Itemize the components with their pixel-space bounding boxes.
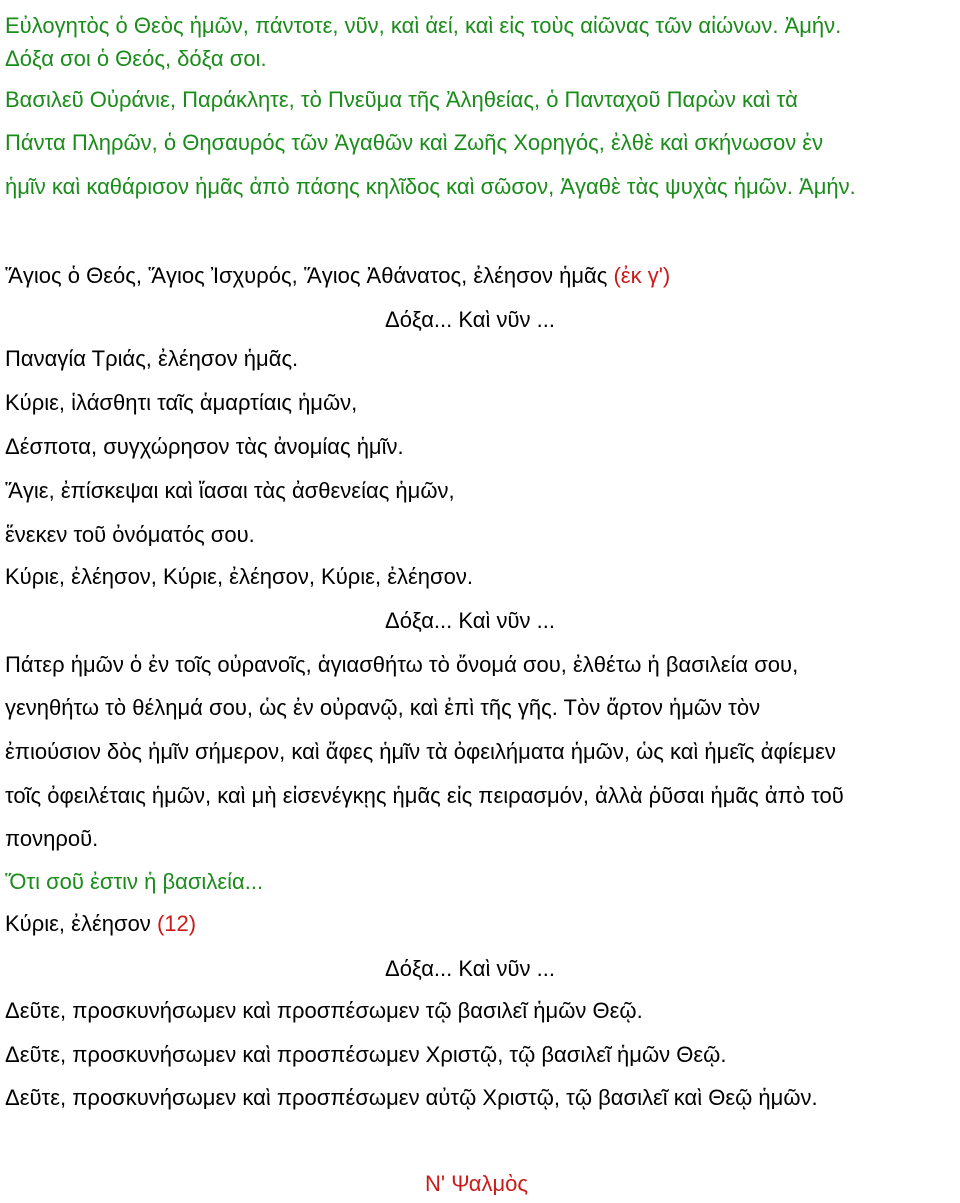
heavenly-king-line-1: Βασιλεῦ Οὐράνιε, Παράκλητε, τὸ Πνεῦμα τῆς Ἀληθείας, ὁ Πανταχοῦ Παρὼν καὶ τὰ (5, 87, 798, 112)
doxa-line-3: Δόξα... Καὶ νῦν ... (385, 956, 555, 981)
come-let-us-worship-line-3: Δεῦτε, προσκυνήσωμεν καὶ προσπέσωμεν αὐτῷ Χριστῷ, τῷ βασιλεῖ καὶ Θεῷ ἡμῶν. (5, 1085, 818, 1110)
blessing-line: Εὐλογητὸς ὁ Θεὸς ἡμῶν, πάντοτε, νῦν, καὶ ἀεί, καὶ εἰς τοὺς αἰῶνας τῶν αἰώνων. Ἀμήν. (5, 13, 842, 38)
glory-to-you-line: Δόξα σοι ὁ Θεός, δόξα σοι. (5, 46, 267, 71)
lords-prayer-line-1: Πάτερ ἡμῶν ὁ ἐν τοῖς οὐρανοῖς, ἁγιασθήτω τὸ ὄνομά σου, ἐλθέτω ἡ βασιλεία σου, (5, 652, 799, 677)
heavenly-king-line-2: Πάντα Πληρῶν, ὁ Θησαυρός τῶν Ἀγαθῶν καὶ Ζωῆς Χορηγός, ἐλθὲ καὶ σκήνωσον ἐν (5, 130, 824, 155)
for-yours-is-kingdom-line: Ὅτι σοῦ ἐστιν ἡ βασιλεία... (5, 869, 264, 894)
for-your-name-line: ἕνεκεν τοῦ ὀνόματός σου. (5, 522, 255, 547)
come-let-us-worship-line-2: Δεῦτε, προσκυνήσωμεν καὶ προσπέσωμεν Χριστῷ, τῷ βασιλεῖ ἡμῶν Θεῷ. (5, 1042, 727, 1067)
lord-have-mercy-12-line (5, 911, 196, 937)
repeat-count-note: (12) (156, 911, 197, 936)
lord-have-mercy-text: Κύριε, ἐλέησον (5, 911, 151, 936)
doxa-line-1: Δόξα... Καὶ νῦν ... (385, 307, 555, 332)
lords-prayer-line-5: πονηροῦ. (5, 826, 99, 851)
lords-prayer-line-2: γενηθήτω τὸ θέλημά σου, ὡς ἐν οὐρανῷ, καὶ ἐπὶ τῆς γῆς. Τὸν ἄρτον ἡμῶν τὸν (5, 695, 761, 720)
lords-prayer-line-4: τοῖς ὀφειλέταις ἡμῶν, καὶ μὴ εἰσενέγκῃς ἡμᾶς εἰς πειρασμόν, ἀλλὰ ῥῦσαι ἡμᾶς ἀπὸ τοῦ (5, 783, 844, 808)
lord-cleanse-line: Κύριε, ἱλάσθητι ταῖς ἁμαρτίαις ἡμῶν, (5, 390, 358, 415)
master-pardon-line: Δέσποτα, συγχώρησον τὰς ἀνομίας ἡμῖν. (5, 434, 404, 459)
psalm-50-heading: Ν' Ψαλμὸς (425, 1171, 528, 1196)
trisagion-line (5, 263, 670, 289)
come-let-us-worship-line-1: Δεῦτε, προσκυνήσωμεν καὶ προσπέσωμεν τῷ βασιλεῖ ἡμῶν Θεῷ. (5, 998, 643, 1023)
holy-trinity-line: Παναγία Τριάς, ἐλέησον ἡμᾶς. (5, 346, 299, 371)
heavenly-king-line-3: ἡμῖν καὶ καθάρισον ἡμᾶς ἀπὸ πάσης κηλῖδος καὶ σῶσον, Ἀγαθὲ τὰς ψυχὰς ἡμῶν. Ἀμήν. (5, 174, 856, 199)
lord-have-mercy-3-line: Κύριε, ἐλέησον, Κύριε, ἐλέησον, Κύριε, ἐλέησον. (5, 564, 473, 589)
lords-prayer-line-3: ἐπιούσιον δὸς ἡμῖν σήμερον, καὶ ἄφες ἡμῖν τὰ ὀφειλήματα ἡμῶν, ὡς καὶ ἡμεῖς ἀφίεμεν (5, 739, 836, 764)
holy-one-visit-line: Ἅγιε, ἐπίσκεψαι καὶ ἴασαι τὰς ἀσθενείας ἡμῶν, (5, 478, 455, 503)
trisagion-text: Ἅγιος ὁ Θεός, Ἅγιος Ἰσχυρός, Ἅγιος Ἀθάνατος, ἐλέησον ἡμᾶς (5, 263, 608, 288)
doxa-line-2: Δόξα... Καὶ νῦν ... (385, 608, 555, 633)
trisagion-repeat-note: (ἐκ γ') (613, 263, 671, 288)
